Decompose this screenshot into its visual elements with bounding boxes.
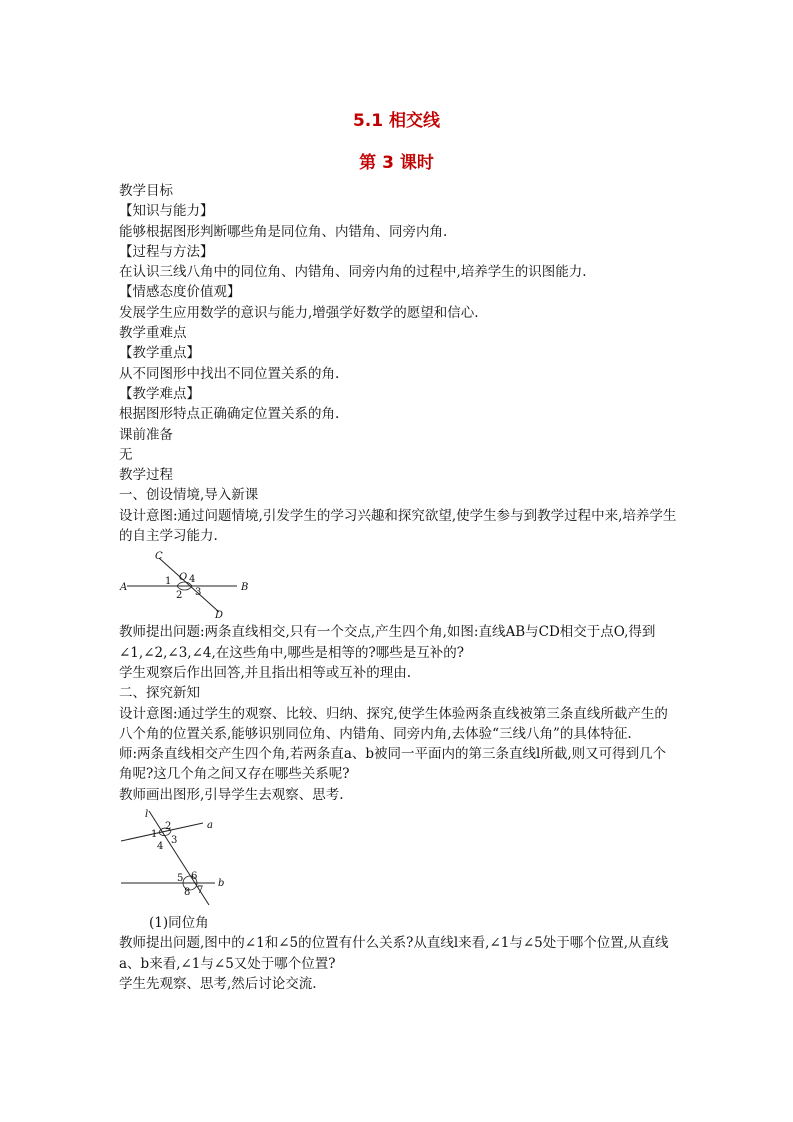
paragraph: 教师提出问题,图中的∠1和∠5的位置有什么关系?从直线l来看,∠1与∠5处于哪个位置,从直线a、b来看,∠1与∠5又处于哪个位置? <box>119 935 669 972</box>
paragraph: 在认识三线八角中的同位角、内错角、同旁内角的过程中,培养学生的识图能力. <box>119 264 587 281</box>
section-heading: 教学过程 <box>119 467 173 484</box>
label-angle-8: 8 <box>184 887 191 899</box>
label-b: b <box>218 878 225 890</box>
label-c: C <box>155 551 163 563</box>
label-angle-6: 6 <box>191 871 198 883</box>
figure-three-lines <box>119 809 249 909</box>
paragraph: 学生先观察、思考,然后讨论交流. <box>119 975 317 992</box>
label-angle-5: 5 <box>177 873 184 885</box>
label-angle-2: 2 <box>165 821 172 833</box>
subsection-heading: 【过程与方法】 <box>119 243 214 260</box>
document-body <box>119 181 679 994</box>
label-d: D <box>215 610 224 619</box>
paragraph: 学生观察后作出回答,并且指出相等或互补的理由. <box>119 664 412 681</box>
label-angle-2: 2 <box>176 590 183 602</box>
label-l: l <box>145 809 149 821</box>
section-heading: 教学目标 <box>119 183 173 199</box>
paragraph: 教师提出问题:两条直线相交,只有一个交点,产生四个角,如图:直线AB与CD相交于点O,得到∠1,∠2,∠3,∠4,在这些角中,哪些是相等的?哪些是互补的? <box>119 624 656 661</box>
page-subtitle: 第 3 课时 <box>359 153 434 173</box>
paragraph: 从不同图形中找出不同位置关系的角. <box>119 365 340 382</box>
section-heading: 二、探究新知 <box>119 685 200 702</box>
label-angle-1: 1 <box>151 829 158 841</box>
subsection-heading: 【教学重点】 <box>119 345 200 362</box>
subsection-heading: 【教学难点】 <box>119 385 200 402</box>
label-a: A <box>120 582 128 594</box>
label-a: a <box>207 820 213 832</box>
paragraph: 无 <box>119 446 133 463</box>
paragraph: 发展学生应用数学的意识与能力,增强学好数学的愿望和信心. <box>119 304 479 321</box>
paragraph: 教师画出图形,引导学生去观察、思考. <box>119 786 344 803</box>
label-b: B <box>241 582 249 594</box>
label-angle-3: 3 <box>195 587 202 599</box>
subsection-heading: 【情感态度价值观】 <box>119 284 241 301</box>
label-angle-4: 4 <box>189 574 196 586</box>
label-angle-3: 3 <box>171 835 178 847</box>
subsection-heading: 【知识与能力】 <box>119 203 214 220</box>
section-heading: 课前准备 <box>119 426 173 443</box>
section-heading: 教学重难点 <box>119 325 187 342</box>
paragraph: 根据图形特点正确确定位置关系的角. <box>119 406 340 423</box>
label-o: O <box>179 572 188 584</box>
figure-intersecting-lines <box>119 550 269 618</box>
paragraph: 设计意图:通过学生的观察、比较、归纳、探究,使学生体验两条直线被第三条直线所截产生的八个角的位置关系,能够识别同位角、内错角、同旁内角,去体验“三线八角”的具体特征. <box>119 705 668 742</box>
label-angle-1: 1 <box>165 576 172 588</box>
paragraph: 能够根据图形判断哪些角是同位角、内错角、同旁内角. <box>119 223 448 240</box>
page-title: 5.1 相交线 <box>352 111 441 131</box>
paragraph: 师:两条直线相交产生四个角,若两条直a、b被同一平面内的第三条直线l所截,则又可得到几个角呢?这几个角之间又存在哪些关系呢? <box>119 746 667 783</box>
subsection-heading: (1)同位角 <box>149 915 209 932</box>
subsection-heading: 一、创设情境,导入新课 <box>119 487 259 504</box>
label-angle-7: 7 <box>197 885 204 897</box>
paragraph: 设计意图:通过问题情境,引发学生的学习兴趣和探究欲望,使学生参与到教学过程中来,培养学生的自主学习能力. <box>119 507 677 545</box>
label-angle-4: 4 <box>157 841 164 853</box>
